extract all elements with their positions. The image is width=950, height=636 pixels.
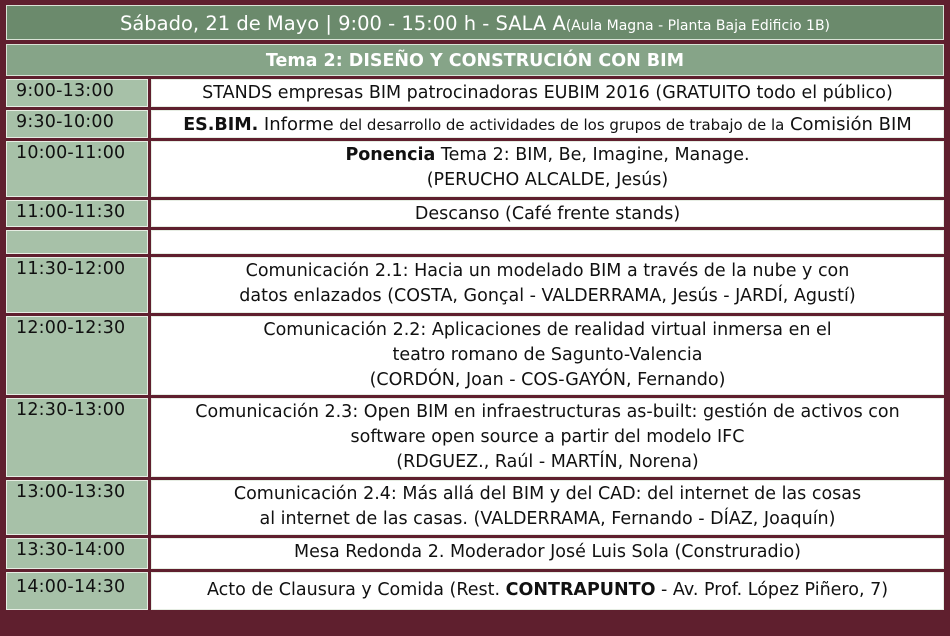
description-line: Comunicación 2.3: Open BIM en infraestructuras as-built: gestión de activos con (195, 402, 900, 422)
description-line: Descanso (Café frente stands) (414, 204, 681, 224)
closing-text: Acto de Clausura y Comida (Rest. (206, 580, 501, 600)
description-cell (151, 316, 944, 395)
time-cell: 11:00-11:30 (6, 200, 148, 227)
description-cell (151, 257, 944, 313)
description-line: al internet de las casas. (VALDERRAMA, Fernando - DÍAZ, Joaquín) (259, 509, 836, 529)
description-line: STANDS empresas BIM patrocinadoras EUBIM 2016 (GRATUITO todo el público) (202, 83, 893, 103)
description-cell (151, 141, 944, 197)
description-cell (151, 398, 944, 477)
time-cell: 13:00-13:30 (6, 480, 148, 535)
schedule-row (6, 257, 944, 313)
description-line: (CORDÓN, Joan - COS-GAYÓN, Fernando) (369, 370, 726, 390)
day-header-main: Sábado, 21 de Mayo | 9:00 - 15:00 h - SALA A (119, 12, 566, 35)
description-cell (151, 480, 944, 535)
time-cell: 12:00-12:30 (6, 316, 148, 395)
schedule-row (6, 79, 944, 107)
time-cell: 11:30-12:00 (6, 257, 148, 313)
commission-name: Comisión BIM (789, 114, 912, 135)
schedule-row (6, 398, 944, 477)
report-word: Informe (263, 114, 334, 135)
description-cell (151, 572, 944, 610)
restaurant-address: - Av. Prof. López Piñero, 7) (661, 580, 889, 600)
schedule-row (6, 110, 944, 138)
description-line: Comunicación 2.4: Más allá del BIM y del CAD: del internet de las cosas (233, 484, 862, 504)
org-name: ES.BIM. (183, 115, 259, 135)
schedule-row-empty (6, 230, 944, 254)
description-line: (PERUCHO ALCALDE, Jesús) (426, 170, 669, 190)
description-line: (RDGUEZ., Raúl - MARTÍN, Norena) (396, 452, 699, 472)
description-line: datos enlazados (COSTA, Gonçal - VALDERRAMA, Jesús - JARDÍ, Agustí) (239, 286, 856, 306)
description-cell (151, 230, 944, 254)
description-cell (151, 538, 944, 569)
schedule-row (6, 480, 944, 535)
description-line: teatro romano de Sagunto-Valencia (392, 345, 703, 365)
description-line: software open source a partir del modelo IFC (350, 427, 745, 447)
time-cell: 13:30-14:00 (6, 538, 148, 569)
report-detail: del desarrollo de actividades de los grupos de trabajo de la (339, 116, 785, 134)
description-cell (151, 110, 944, 138)
schedule-row (6, 200, 944, 227)
time-cell: 12:30-13:00 (6, 398, 148, 477)
theme-title: Tema 2: DISEÑO Y CONSTRUCIÓN CON BIM (6, 44, 944, 76)
session-type: Ponencia (345, 145, 436, 165)
description-line (152, 578, 943, 603)
description-line (152, 112, 943, 138)
time-cell (6, 230, 148, 254)
description-line: Comunicación 2.2: Aplicaciones de realidad virtual inmersa en el (263, 320, 832, 340)
schedule-row (6, 141, 944, 197)
description-cell (151, 79, 944, 107)
time-cell: 14:00-14:30 (6, 572, 148, 610)
schedule-row (6, 538, 944, 569)
schedule-row (6, 572, 944, 610)
day-header (6, 5, 944, 40)
session-title: Tema 2: BIM, Be, Imagine, Manage. (440, 145, 750, 165)
description-cell (151, 200, 944, 227)
time-cell: 9:30-10:00 (6, 110, 148, 138)
description-line (152, 143, 943, 168)
description-line: Comunicación 2.1: Hacia un modelado BIM a través de la nube y con (245, 261, 850, 281)
description-line: Mesa Redonda 2. Moderador José Luis Sola (Construradio) (293, 542, 802, 562)
schedule-row (6, 316, 944, 395)
time-cell: 9:00-13:00 (6, 79, 148, 107)
day-header-detail: (Aula Magna - Planta Baja Edificio 1B) (565, 18, 831, 34)
restaurant-name: CONTRAPUNTO (505, 580, 656, 600)
time-cell: 10:00-11:00 (6, 141, 148, 197)
